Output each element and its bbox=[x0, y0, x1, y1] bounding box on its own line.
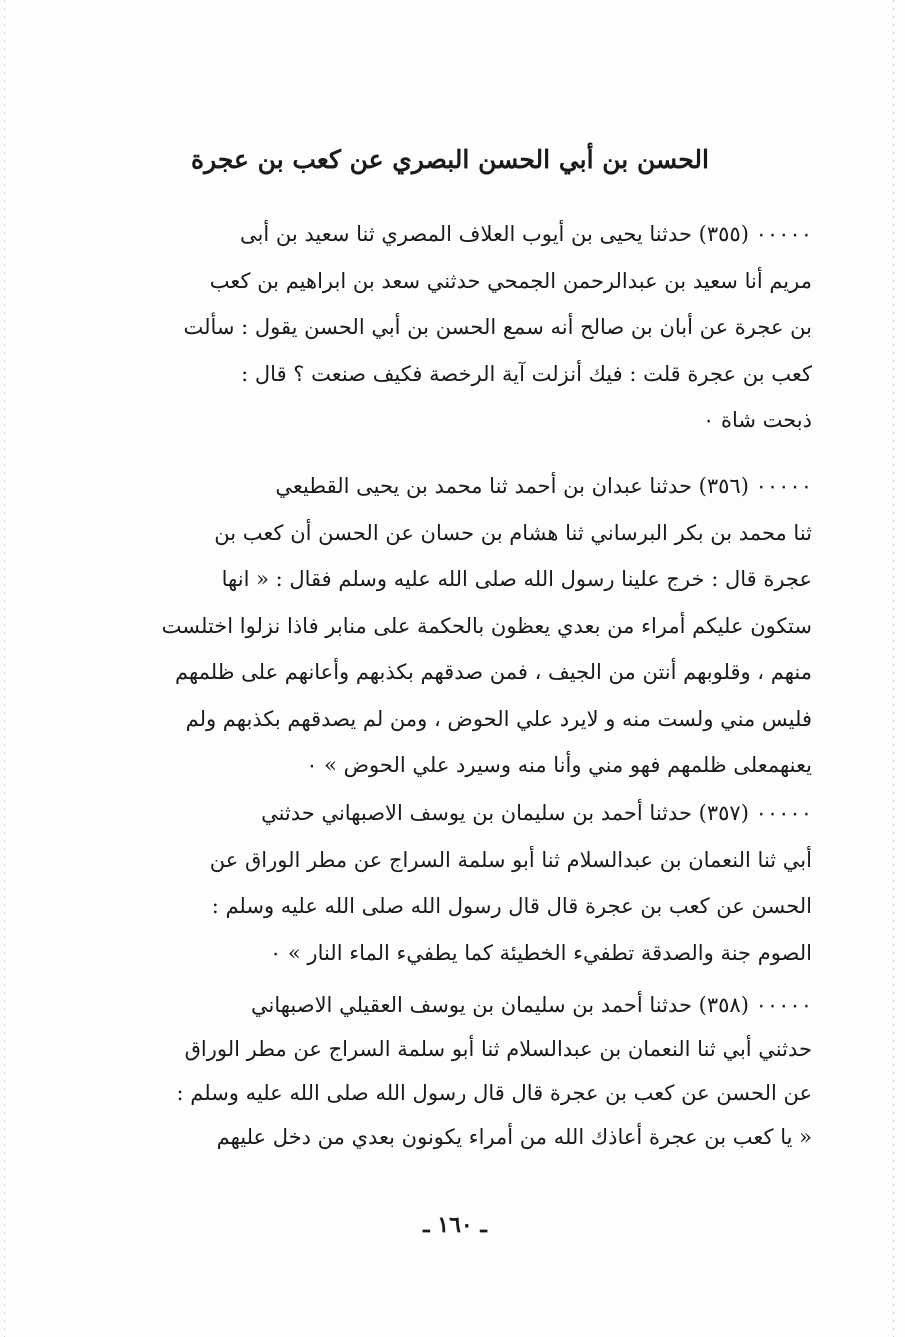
hadith-358 bbox=[100, 983, 812, 1159]
text-line: الصوم جنة والصدقة تطفيء الخطيئة كما يطفيء الماء النار » ٠ bbox=[269, 940, 812, 965]
text-line: منهم ، وقلوبهم أنتن من الجيف ، فمن صدقهم بكذبهم وأعانهم على ظلمهم bbox=[174, 660, 812, 684]
text-line: فليس مني ولست منه و لايرد علي الحوض ، ومن لم يصدقهم بكذبهم ولم bbox=[185, 706, 812, 731]
scan-edge-left bbox=[4, 0, 5, 1337]
scan-edge-right bbox=[893, 0, 894, 1337]
text-line: ٠٠٠٠٠ (٣٥٨) حدثنا أحمد بن سليمان بن يوسف العقيلي الاصبهاني bbox=[250, 993, 812, 1017]
text-line: ثنا محمد بن بكر البرساني ثنا هشام بن حسان عن الحسن أن كعب بن bbox=[214, 520, 812, 545]
text-line: ٠٠٠٠٠ (٣٥٧) حدثنا أحمد بن سليمان بن يوسف الاصبهاني حدثني bbox=[261, 801, 812, 825]
text-line: أبي ثنا النعمان بن عبدالسلام ثنا أبو سلمة السراج عن مطر الوراق عن bbox=[209, 847, 812, 872]
section-title: الحسن بن أبي الحسن البصري عن كعب بن عجرة bbox=[191, 145, 709, 174]
text-line: يعنهمعلى ظلمهم فهو مني وأنا منه وسيرد علي الحوض » ٠ bbox=[306, 753, 812, 777]
text-line: عجرة قال : خرج علينا رسول الله صلى الله عليه وسلم فقال : « انها bbox=[221, 567, 812, 591]
text-line: ذبحت شاة ٠ bbox=[702, 408, 812, 432]
text-line: كعب بن عجرة قلت : فيك أنزلت آية الرخصة فكيف صنعت ؟ قال : bbox=[241, 361, 812, 386]
text-line: بن عجرة عن أبان بن صالح أنه سمع الحسن بن أبي الحسن يقول : سألت bbox=[183, 315, 812, 339]
text-line: مريم أنا سعيد بن عبدالرحمن الجمحي حدثني سعد بن ابراهيم بن كعب bbox=[209, 268, 812, 293]
text-line: ٠٠٠٠٠ (٣٥٦) حدثنا عبدان بن أحمد ثنا محمد بن يحيى القطيعي bbox=[275, 474, 812, 498]
hadith-357 bbox=[100, 790, 812, 976]
text-line: ٠٠٠٠٠ (٣٥٥) حدثنا يحيى بن أيوب العلاف المصري ثنا سعيد بن أبى bbox=[240, 222, 812, 246]
text-line: « يا كعب بن عجرة أعاذك الله من أمراء يكونون بعدي من دخل عليهم bbox=[216, 1125, 812, 1149]
hadith-356 bbox=[100, 463, 812, 789]
text-line: ستكون عليكم أمراء من بعدي يعظون بالحكمة على منابر فاذا نزلوا اختلست bbox=[161, 613, 812, 638]
text-line: عن الحسن عن كعب بن عجرة قال قال رسول الله صلى الله عليه وسلم : bbox=[176, 1081, 812, 1105]
text-line: حدثني أبي ثنا النعمان بن عبدالسلام ثنا أبو سلمة السراج عن مطر الوراق bbox=[184, 1037, 812, 1061]
text-line: الحسن عن كعب بن عجرة قال قال رسول الله صلى الله عليه وسلم : bbox=[211, 894, 812, 918]
hadith-355 bbox=[100, 211, 812, 444]
page-number: ـ ١٦٠ ـ bbox=[423, 1212, 487, 1238]
